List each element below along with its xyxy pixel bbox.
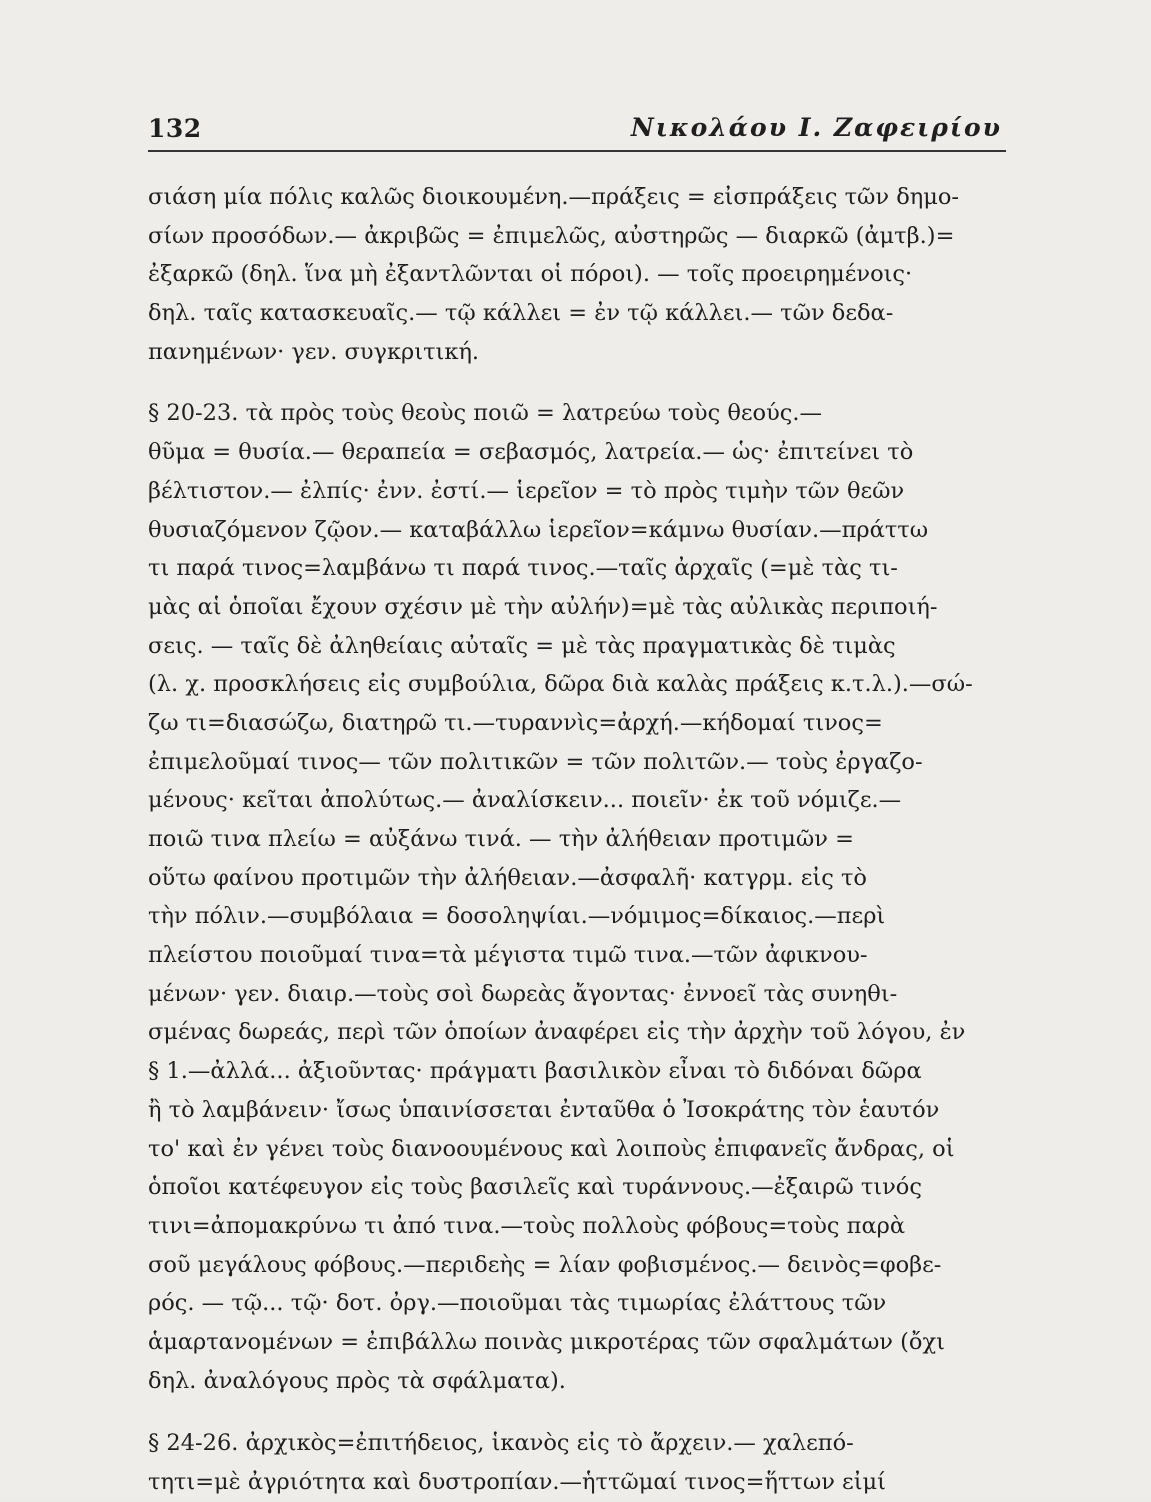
text-line: § 1.—ἀλλά... ἀξιοῦντας· πράγματι βασιλικὸν εἶναι τὸ διδόναι δῶρα [148,1058,922,1085]
paragraph-section-20-23 [148,394,1006,1400]
text-line: βέλτιστον.— ἐλπίς· ἐνν. ἐστί.— ἱερεῖον = τὸ πρὸς τιμὴν τῶν θεῶν [148,477,905,504]
text-line: ἁμαρτανομένων = ἐπιβάλλω ποινὰς μικροτέρας τῶν σφαλμάτων (ὄχι [148,1328,945,1355]
running-title: Νικολάου Ι. Ζαφειρίου [630,113,1002,142]
text-line: σεις. — ταῖς δὲ ἀληθείαις αὐταῖς = μὲ τὰς πραγματικὰς δὲ τιμὰς [148,632,896,659]
text-line: δηλ. ἀναλόγους πρὸς τὰ σφάλματα). [148,1367,566,1394]
text-line: πλείστου ποιοῦμαί τινα=τὰ μέγιστα τιμῶ τινα.—τῶν ἀφικνου- [148,942,868,969]
text-line: ἢ τὸ λαμβάνειν· ἴσως ὑπαινίσσεται ἐνταῦθα ὁ Ἰσοκράτης τὸν ἑαυτόν [148,1096,940,1123]
body-text [148,178,1006,1502]
text-line: ζω τι=διασώζω, διατηρῶ τι.—τυραννὶς=ἀρχή.—κήδομαί τινος= [148,709,883,736]
text-line: ἐπιμελοῦμαί τινος— τῶν πολιτικῶν = τῶν πολιτῶν.— τοὺς ἐργαζο- [148,748,923,775]
text-line: τὴν πόλιν.—συμβόλαια = δοσοληψίαι.—νόμιμος=δίκαιος.—περὶ [148,903,886,930]
text-line: § 24-26. ἀρχικὸς=ἐπιτήδειος, ἱκανὸς εἰς τὸ ἄρχειν.— χαλεπό- [148,1430,854,1457]
paragraph-section-24-26 [148,1424,1006,1501]
text-line: ἐξαρκῶ (δηλ. ἵνα μὴ ἐξαντλῶνται οἱ πόροι). — τοῖς προειρημένοις· [148,261,913,288]
text-line: § 20-23. τὰ πρὸς τοὺς θεοὺς ποιῶ = λατρεύω τοὺς θεούς.— [148,400,823,427]
text-line: τητι=μὲ ἀγριότητα καὶ δυστροπίαν.—ἡττῶμαί τινος=ἥττων εἰμί [148,1469,886,1495]
text-line: μὰς αἱ ὁποῖαι ἔχουν σχέσιν μὲ τὴν αὐλήν)=μὲ τὰς αὐλικὰς περιποιή- [148,593,938,620]
text-line: σοῦ μεγάλους φόβους.—περιδεὴς = λίαν φοβισμένος.— δεινὸς=φοβε- [148,1251,942,1278]
text-line: το' καὶ ἐν γένει τοὺς διανοουμένους καὶ λοιποὺς ἐπιφανεῖς ἄνδρας, οἱ [148,1135,955,1162]
text-line: ποιῶ τινα πλείω = αὐξάνω τινά. — τὴν ἀλήθειαν προτιμῶν = [148,826,854,852]
text-line: μένους· κεῖται ἀπολύτως.— ἀναλίσκειν... ποιεῖν· ἐκ τοῦ νόμιζε.— [148,787,902,814]
page-header [148,104,1006,152]
text-line: (λ. χ. προσκλήσεις εἰς συμβούλια, δῶρα διὰ καλὰς πράξεις κ.τ.λ.).—σώ- [148,671,973,698]
page-number: 132 [148,114,202,143]
text-line: θυσιαζόμενον ζῷον.— καταβάλλω ἱερεῖον=κάμνω θυσίαν.—πράττω [148,516,929,543]
text-line: ρός. — τῷ... τῷ· δοτ. ὀργ.—ποιοῦμαι τὰς τιμωρίας ἐλάττους τῶν [148,1290,887,1317]
text-line: μένων· γεν. διαιρ.—τοὺς σοὶ δωρεὰς ἄγοντας· ἐννοεῖ τὰς συνηθι- [148,980,898,1007]
text-line: σμένας δωρεάς, περὶ τῶν ὁποίων ἀναφέρει εἰς τὴν ἀρχὴν τοῦ λόγου, ἐν [148,1019,966,1046]
text-line: σίων προσόδων.— ἀκριβῶς = ἐπιμελῶς, αὐστηρῶς — διαρκῶ (ἀμτβ.)= [148,222,955,249]
text-line: τι παρά τινος=λαμβάνω τι παρά τινος.—ταῖς ἀρχαῖς (=μὲ τὰς τι- [148,555,898,582]
text-line: δηλ. ταῖς κατασκευαῖς.— τῷ κάλλει = ἐν τῷ κάλλει.— τῶν δεδα- [148,300,894,327]
text-line: πανημένων· γεν. συγκριτική. [148,338,480,365]
text-line: ὁποῖοι κατέφευγον εἰς τοὺς βασιλεῖς καὶ τυράννους.—ἐξαιρῶ τινός [148,1174,922,1201]
text-line: θῦμα = θυσία.— θεραπεία = σεβασμός, λατρεία.— ὡς· ἐπιτείνει τὸ [148,439,914,466]
text-line: τινι=ἀπομακρύνω τι ἀπό τινα.—τοὺς πολλοὺς φόβους=τοὺς παρὰ [148,1212,906,1239]
text-line: σιάση μία πόλις καλῶς διοικουμένη.—πράξεις = εἰσπράξεις τῶν δημο- [148,184,959,210]
text-line: οὕτω φαίνου προτιμῶν τὴν ἀλήθειαν.—ἀσφαλῆ· κατγρμ. εἰς τὸ [148,864,867,891]
paragraph-1 [148,178,1006,371]
